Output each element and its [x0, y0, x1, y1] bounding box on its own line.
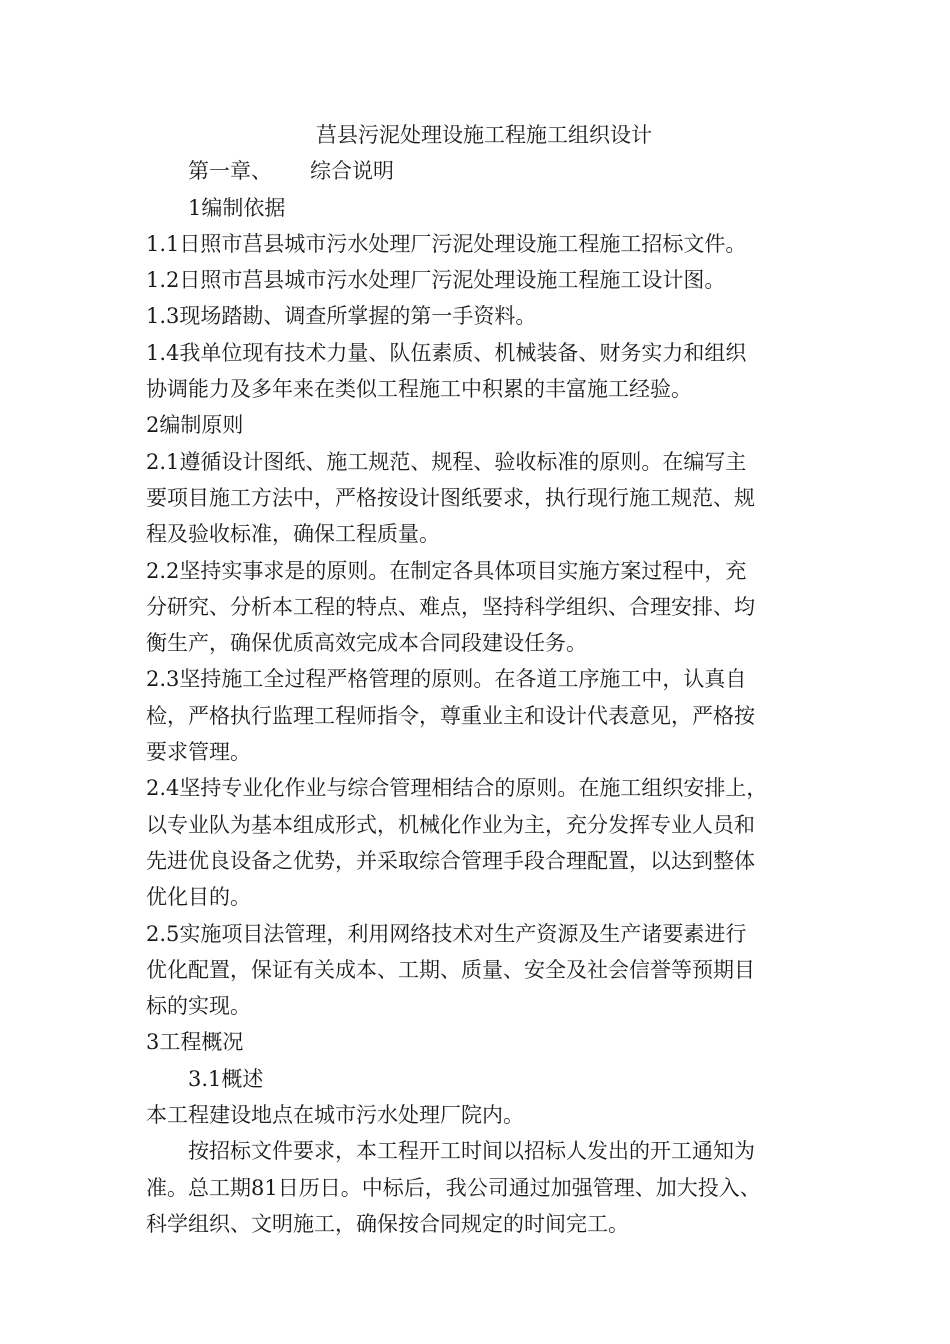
text-line: 2.5实施项目法管理，利用网络技术对生产资源及生产诸要素进行: [146, 921, 747, 946]
text-line: 1.1日照市莒县城市污水处理厂污泥处理设施工程施工招标文件。: [146, 231, 747, 256]
text-line: 优化配置，保证有关成本、工期、质量、安全及社会信誉等预期目: [146, 957, 755, 982]
text-line: 衡生产，确保优质高效完成本合同段建设任务。: [146, 631, 587, 656]
text-line: 2.3坚持施工全过程严格管理的原则。在各道工序施工中，认真自: [146, 667, 747, 692]
text-line: 本工程建设地点在城市污水处理厂院内。: [146, 1103, 524, 1128]
text-line: 标的实现。: [146, 994, 251, 1019]
text-line: 协调能力及多年来在类似工程施工中积累的丰富施工经验。: [146, 377, 692, 402]
text-line: 2.1遵循设计图纸、施工规范、规程、验收标准的原则。在编写主: [146, 449, 747, 474]
text-line: 检，严格执行监理工程师指令，尊重业主和设计代表意见，严格按: [146, 703, 755, 728]
text-line: 2编制原则: [146, 413, 244, 438]
text-line: 1.2日照市莒县城市污水处理厂污泥处理设施工程施工设计图。: [146, 268, 726, 293]
text-line: 1.4我单位现有技术力量、队伍素质、机械装备、财务实力和组织: [146, 340, 747, 365]
text-line: 科学组织、文明施工，确保按合同规定的时间完工。: [146, 1211, 629, 1236]
text-line: 2.4坚持专业化作业与综合管理相结合的原则。在施工组织安排上，: [146, 776, 768, 801]
chapter-heading: [146, 153, 810, 189]
text-line: 分研究、分析本工程的特点、难点，坚持科学组织、合理安排、均: [146, 594, 755, 619]
text-line: 要求管理。: [146, 740, 251, 765]
document-title: 莒县污泥处理设施工程施工组织设计: [316, 123, 652, 147]
text-line: 3.1概述: [188, 1066, 264, 1091]
text-line: 以专业队为基本组成形式，机械化作业为主，充分发挥专业人员和: [146, 812, 755, 837]
text-line: 3工程概况: [146, 1030, 244, 1055]
text-line: 准。总工期81日历日。中标后，我公司通过加强管理、加大投入、: [146, 1175, 761, 1200]
text-line: 先进优良设备之优势，并采取综合管理手段合理配置，以达到整体: [146, 848, 755, 873]
text-line: 按招标文件要求，本工程开工时间以招标人发出的开工通知为: [188, 1139, 755, 1164]
text-line: 优化目的。: [146, 885, 251, 910]
text-line: 2.2坚持实事求是的原则。在制定各具体项目实施方案过程中，充: [146, 558, 747, 583]
text-line: 1编制依据: [188, 195, 286, 220]
chapter-name: 综合说明: [310, 159, 394, 184]
text-line: 要项目施工方法中，严格按设计图纸要求，执行现行施工规范、规: [146, 485, 755, 510]
text-line: 1.3现场踏勘、调查所掌握的第一手资料。: [146, 304, 537, 329]
document-page: [146, 117, 810, 1242]
chapter-number: 第一章、: [188, 159, 272, 184]
text-line: 程及验收标准，确保工程质量。: [146, 522, 440, 547]
document-body: [146, 190, 810, 1243]
